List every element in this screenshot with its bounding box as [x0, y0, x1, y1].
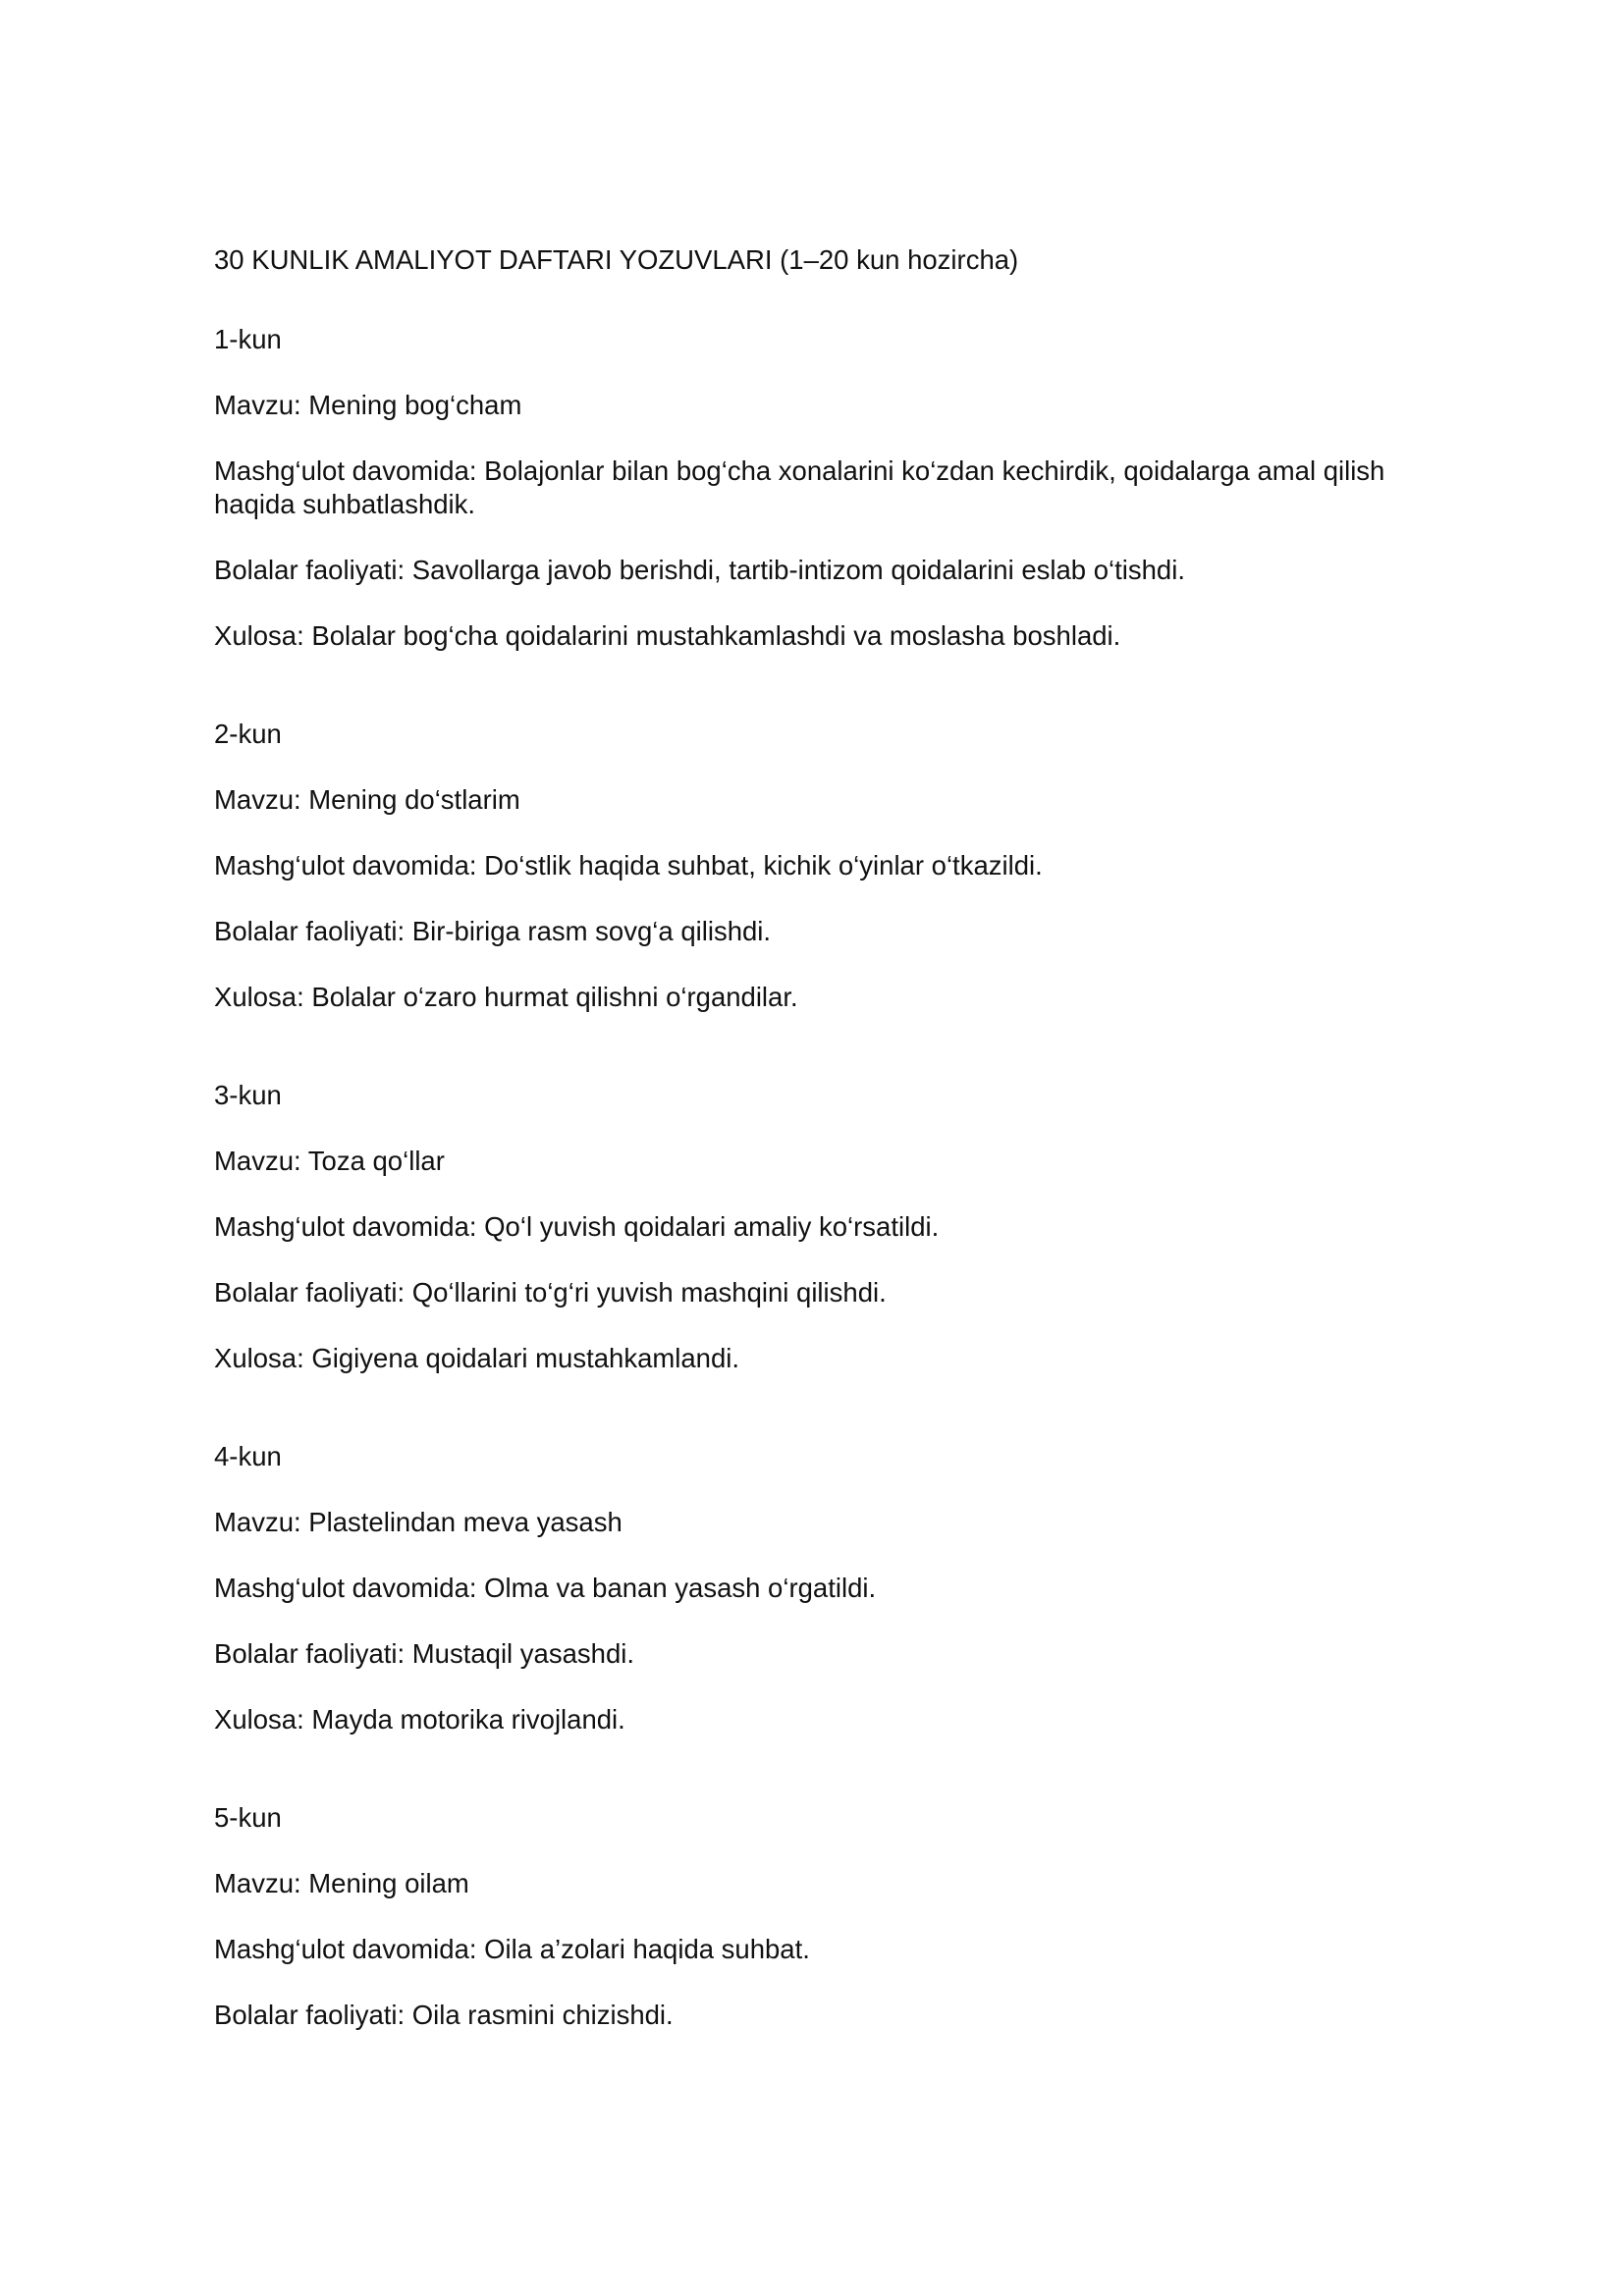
day-heading: 2-kun: [214, 719, 282, 749]
document-title: 30 KUNLIK AMALIYOT DAFTARI YOZUVLARI (1–20 kun hozircha): [214, 244, 1019, 275]
day-entry-5: [214, 1801, 1422, 2032]
topic-line: Mavzu: Plastelindan meva yasash: [214, 1507, 623, 1537]
activity-line: Bolalar faoliyati: Savollarga javob berishdi, tartib-intizom qoidalarini eslab o‘tishdi.: [214, 555, 1185, 585]
conclusion-line: Xulosa: Gigiyena qoidalari mustahkamlandi.: [214, 1343, 740, 1373]
day-heading: 5-kun: [214, 1802, 282, 1833]
day-entry-1: [214, 323, 1422, 653]
lesson-line: Mashg‘ulot davomida: Olma va banan yasash o‘rgatildi.: [214, 1573, 877, 1603]
lesson-line: Mashg‘ulot davomida: Bolajonlar bilan bog‘cha xonalarini ko‘zdan kechirdik, qoidalarga amal qilish haqida suhbatlashdik.: [214, 455, 1385, 519]
topic-line: Mavzu: Toza qo‘llar: [214, 1146, 445, 1176]
activity-line: Bolalar faoliyati: Bir-biriga rasm sovg‘a qilishdi.: [214, 916, 772, 946]
topic-line: Mavzu: Mening oilam: [214, 1868, 469, 1898]
lesson-line: Mashg‘ulot davomida: Qo‘l yuvish qoidalari amaliy ko‘rsatildi.: [214, 1211, 940, 1242]
activity-line: Bolalar faoliyati: Mustaqil yasashdi.: [214, 1638, 634, 1669]
topic-line: Mavzu: Mening bog‘cham: [214, 390, 522, 420]
day-entry-2: [214, 718, 1422, 1014]
day-heading: 1-kun: [214, 324, 282, 354]
lesson-line: Mashg‘ulot davomida: Oila a’zolari haqida suhbat.: [214, 1934, 810, 1964]
day-entry-4: [214, 1440, 1422, 1736]
topic-line: Mavzu: Mening do‘stlarim: [214, 784, 520, 815]
lesson-line: Mashg‘ulot davomida: Do‘stlik haqida suhbat, kichik o‘yinlar o‘tkazildi.: [214, 850, 1043, 881]
conclusion-line: Xulosa: Mayda motorika rivojlandi.: [214, 1704, 625, 1735]
conclusion-line: Xulosa: Bolalar o‘zaro hurmat qilishni o‘rgandilar.: [214, 982, 798, 1012]
activity-line: Bolalar faoliyati: Oila rasmini chizishdi.: [214, 2000, 674, 2030]
day-heading: 3-kun: [214, 1080, 282, 1110]
activity-line: Bolalar faoliyati: Qo‘llarini to‘g‘ri yuvish mashqini qilishdi.: [214, 1277, 887, 1308]
document-page: [214, 243, 1422, 2097]
conclusion-line: Xulosa: Bolalar bog‘cha qoidalarini mustahkamlashdi va moslasha boshladi.: [214, 620, 1121, 651]
day-heading: 4-kun: [214, 1441, 282, 1471]
day-entry-3: [214, 1079, 1422, 1375]
